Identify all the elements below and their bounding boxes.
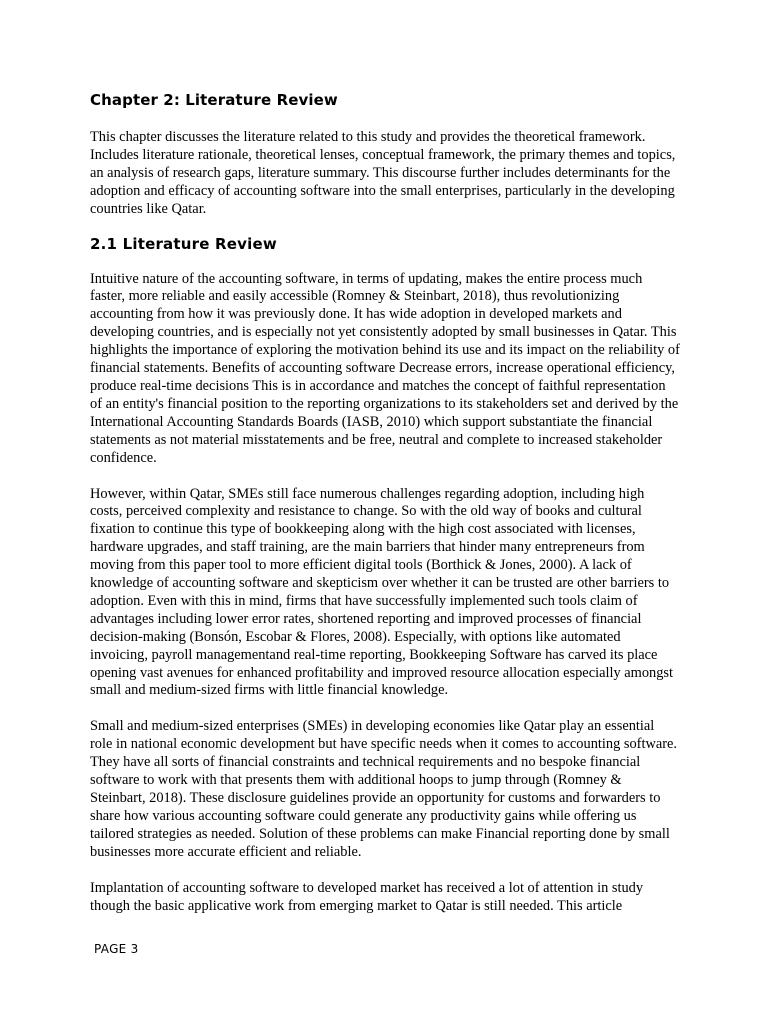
chapter-title: Chapter 2: Literature Review xyxy=(90,91,338,109)
body-paragraph: Small and medium-sized enterprises (SMEs) in developing economies like Qatar play an essential role in national economic development but have specific needs when it comes to accounting software. They have all sorts of financial constraints and technical requirements and no bespoke financial software to work with that presents them with additional hoops to jump through (Romney & Steinbart, 2018). These disclosure guidelines provide an opportunity for customs and forwarders to share how various accounting software could generate any productivity gains while offering us tailored strategies as needed. Solution of these problems can make Financial reporting done by small businesses more accurate efficient and reliable. xyxy=(90,718,678,860)
body-paragraph: However, within Qatar, SMEs still face numerous challenges regarding adoption, including high costs, perceived complexity and resistance to change. So with the old way of books and cultural fixation to continue this type of bookkeeping along with the high cost associated with licenses, hardware upgrades, and staff training, are the main barriers that hinder many entrepreneurs from moving from this paper tool to more efficient digital tools (Borthick & Jones, 2000). A lack of knowledge of accounting software and skepticism over whether it can be trusted are other barriers to adoption. Even with this in mind, firms that have successfully implemented such tools claim of advantages including lower error rates, shortened reporting and improved processes of financial decision-making (Bonsón, Escobar & Flores, 2008). Especially, with options like automated invoicing, payroll managementand real-time reporting, Bookkeeping Software has carved its place opening vast avenues for enhanced profitability and improved resource allocation especially amongst small and medium-sized firms with little financial knowledge. xyxy=(90,485,674,699)
page-content xyxy=(90,90,680,915)
intro-paragraph: This chapter discusses the literature related to this study and provides the theoretical framework. Includes literature rationale, theoretical lenses, conceptual framework, the primary themes and topics, an analysis of research gaps, literature summary. This discourse further includes determinants for the adoption and efficacy of accounting software into the small enterprises, particularly in the developing countries like Qatar. xyxy=(90,129,676,217)
body-paragraph: Intuitive nature of the accounting software, in terms of updating, makes the entire process much faster, more reliable and easily accessible (Romney & Steinbart, 2018), thus revolutionizing accounting from how it was previously done. It has wide adoption in developed markets and developing countries, and is especially not yet consistently adopted by small businesses in Qatar. This highlights the importance of exploring the motivation behind its use and its impact on the reliability of financial statements. Benefits of accounting software Decrease errors, increase operational efficiency, produce real-time decisions This is in accordance and matches the concept of faithful representation of an entity's financial position to the reporting organizations to its stakeholders set and derived by the International Accounting Standards Boards (IASB, 2010) which support substantiate the financial statements as not material misstatements and be free, neutral and complete to increased stakeholder confidence. xyxy=(90,270,680,466)
body-paragraph: Implantation of accounting software to developed market has received a lot of attention in study though the basic applicative work from emerging market to Qatar is still needed. This article xyxy=(90,879,644,914)
page-number-footer: PAGE 3 xyxy=(94,942,139,956)
section-title: 2.1 Literature Review xyxy=(90,234,277,253)
